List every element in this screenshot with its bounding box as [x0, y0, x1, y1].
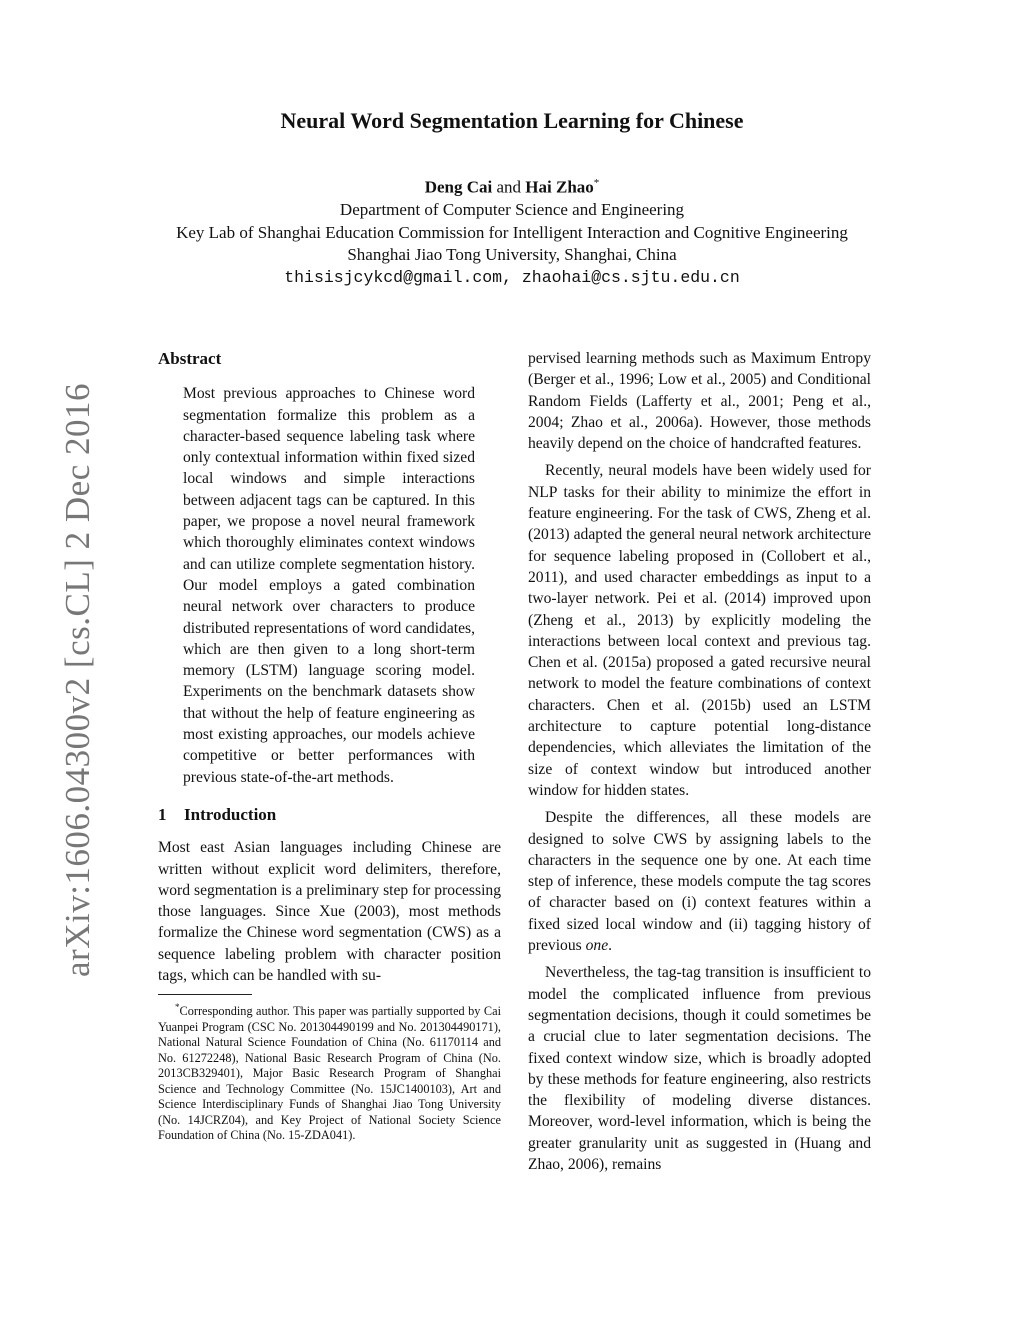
abstract-text: Most previous approaches to Chinese word segmentation formalize this problem as a character-based sequence labeling task where only contextual information within fixed sized local windows and simple interactions between adjacent tags can be captured. In this paper, we propose a novel neural framework which thoroughly eliminates context windows and can utilize complete segmentation history. Our model employs a gated combination neural network over characters to produce distributed representations of word candidates, which are then given to a long short-term memory (LSTM) language scoring model. Experiments on the benchmark datasets show that without the help of feature engineering as most existing approaches, our models achieve competitive or better performances with previous state-of-the-art methods.	[183, 385, 475, 786]
section-heading	[158, 804, 501, 825]
footnote	[158, 1000, 501, 1144]
corresponding-mark: *	[593, 177, 600, 189]
section-number: 1	[158, 804, 167, 824]
author-block	[0, 172, 1024, 289]
paragraph-text: Despite the differences, all these models are designed to solve CWS by assigning labels to the characters in the sequence one by one. At each time step of inference, these models compute the tag scores of character based on (i) context features within a fixed sized local window and (ii) tagging history of previous	[528, 809, 871, 955]
paper-title: Neural Word Segmentation Learning for Chinese	[280, 108, 744, 133]
author-line	[0, 172, 1024, 199]
footnote-rule	[158, 994, 252, 995]
emphasis-text: one	[585, 937, 609, 955]
paragraph: pervised learning methods such as Maximum Entropy (Berger et al., 1996; Low et al., 2005) and Conditional Random Fields (Lafferty et al., 2001; Peng et al., 2004; Zhao et al., 2006a). However, those methods heavily depend on the choice of handcrafted features.	[528, 350, 871, 453]
paragraph	[528, 807, 871, 956]
section-title: Introduction	[184, 804, 277, 824]
author-name: Deng Cai	[424, 177, 493, 197]
footnote-mark: *	[175, 1002, 180, 1013]
paragraph: Recently, neural models have been widely used for NLP tasks for their ability to minimize the effort in feature engineering. For the task of CWS, Zheng et al. (2013) adapted the general neural network architecture for sequence labeling proposed in (Collobert et al., 2011), and used character embeddings as input to a two-layer network. Pei et al. (2014) improved upon (Zheng et al., 2013) by explicitly modeling the interactions between local context and previous tag. Chen et al. (2015a) proposed a gated recursive neural network to model the feature combinations of context characters. Chen et al. (2015b) used an LSTM architecture to capture potential long-distance dependencies, which alleviates the limitation of the size of context window but introduced another window for hidden states.	[528, 462, 871, 799]
arxiv-sidebar-stamp: arXiv:1606.04300v2 [cs.CL] 2 Dec 2016	[58, 383, 97, 977]
author-name: Hai Zhao	[525, 177, 594, 197]
right-column	[528, 348, 871, 1175]
paragraph: Most east Asian languages including Chinese are written without explicit word delimiters, therefore, word segmentation is a preliminary step for processing those languages. Since Xue (2003), most methods formalize the Chinese word segmentation (CWS) as a sequence labeling problem with character position tags, which can be handled with su-	[158, 839, 501, 985]
affiliation-line: Key Lab of Shanghai Education Commission for Intelligent Interaction and Cognitive Engineering	[176, 222, 848, 242]
affiliation-line: Shanghai Jiao Tong University, Shanghai, China	[347, 245, 677, 265]
paragraph-text: .	[608, 937, 613, 955]
author-emails: thisisjcykcd@gmail.com, zhaohai@cs.sjtu.edu.cn	[284, 267, 740, 287]
paragraph: Nevertheless, the tag-tag transition is insufficient to model the complicated influence from previous segmentation decisions, though it could sometimes be a crucial clue to later segmentation decisions. The fixed context window size, which is broadly adopted by these methods for feature engineering, also restricts the flexibility of modeling diverse distances. Moreover, word-level information, which is being the greater granularity unit as suggested in (Huang and Zhao, 2006), remains	[528, 964, 871, 1173]
affiliation-line: Department of Computer Science and Engineering	[339, 200, 685, 220]
left-column	[158, 348, 501, 1144]
author-conjunction: and	[496, 177, 522, 197]
abstract-heading: Abstract	[158, 349, 222, 368]
footnote-text: Corresponding author. This paper was partially supported by Cai Yuanpei Program (CSC No. 201304490199 and No. 201304490171), National Natural Science Foundation of China (No. 61170114 and No. 61272248), National Basic Research Program of China (No. 2013CB329401), Major Basic Research Program of Shanghai Science and Technology Committee (No. 15JC1400103), Art and Science Interdisciplinary Funds of Shanghai Jiao Tong University (No. 14JCRZ04), and Key Project of National Society Science Foundation of China (No. 15-ZDA041).	[158, 1004, 501, 1143]
